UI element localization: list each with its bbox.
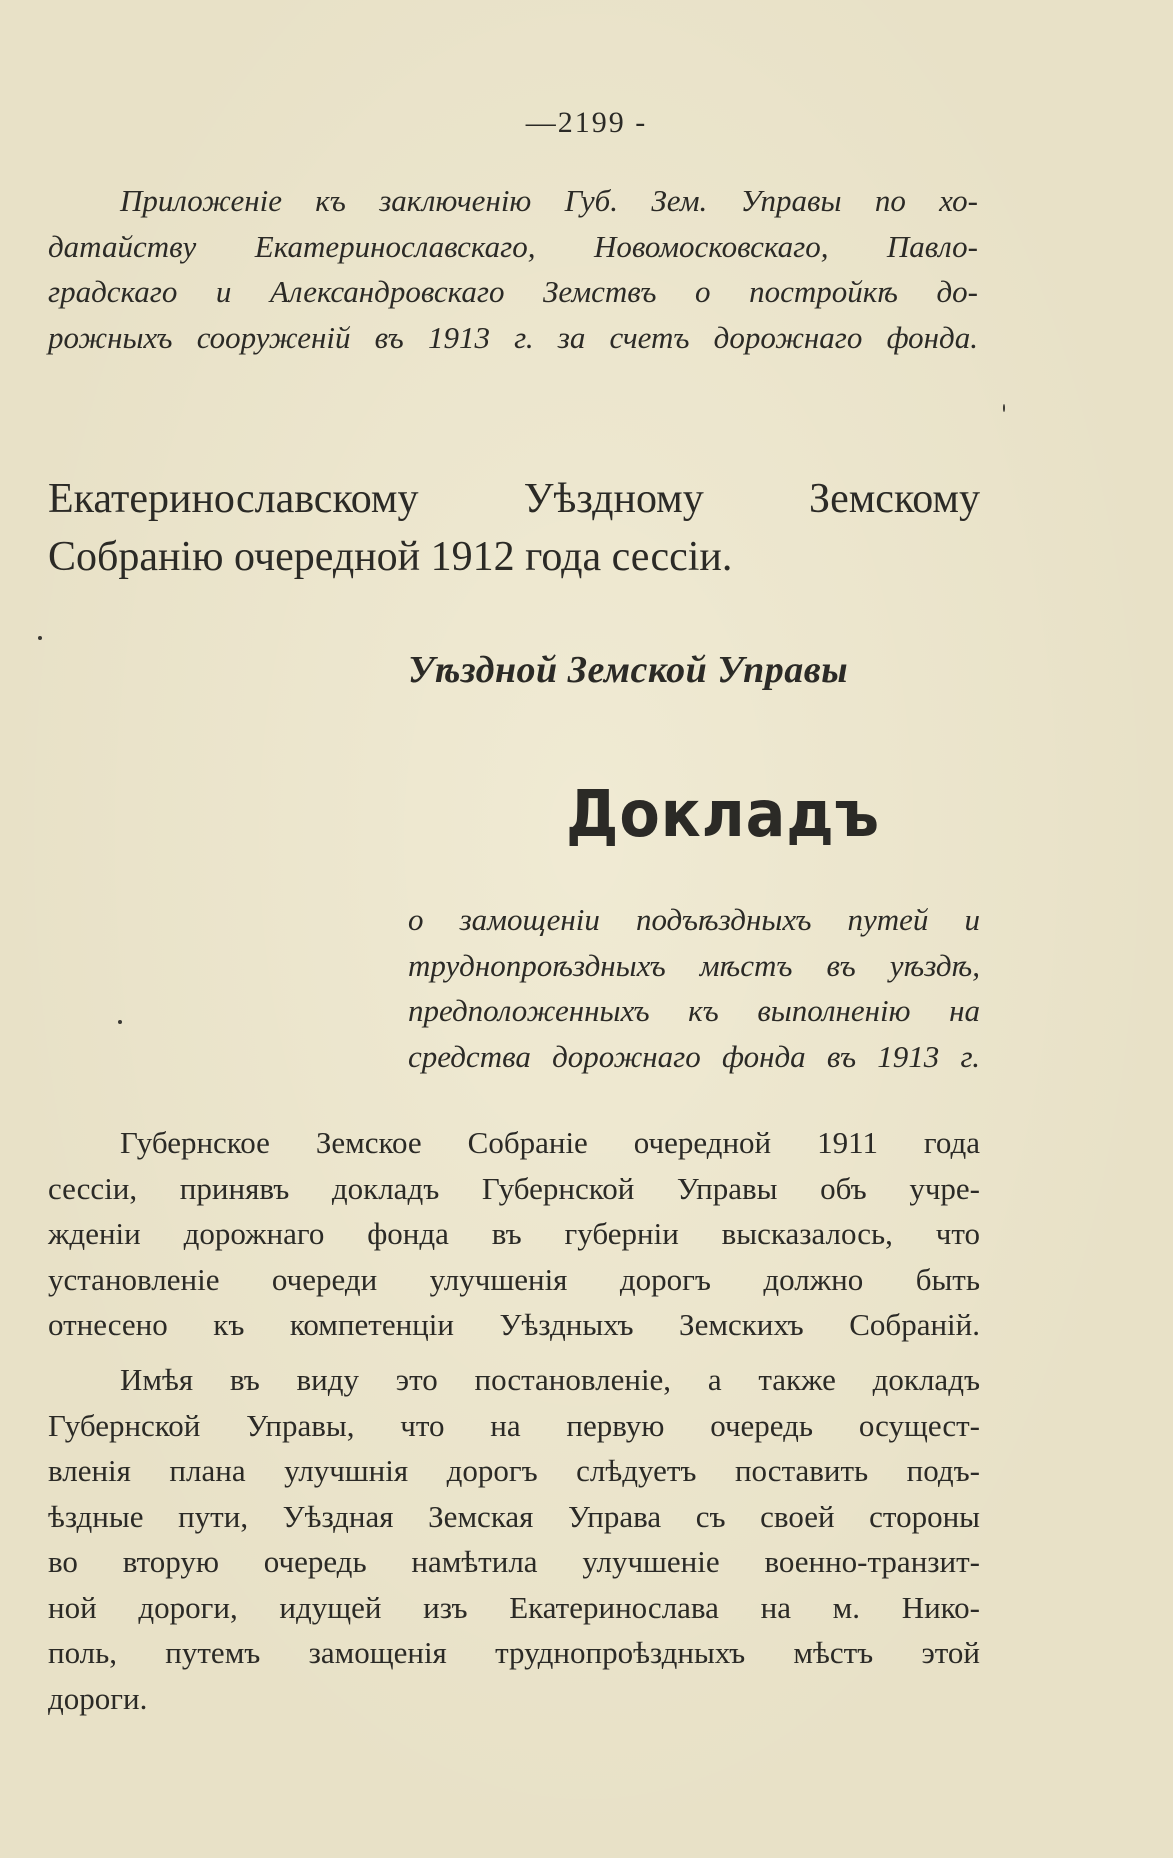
appendix-line: рожныхъ сооруженій въ 1913 г. за счетъ дорожнаго фонда. <box>48 319 978 355</box>
paragraph-line: жденіи дорожнаго фонда въ губерніи высказалось, что <box>48 1216 980 1251</box>
report-title: Докладъ <box>566 778 880 852</box>
subject-line: о замощеніи подъѣздныхъ путей и <box>408 902 980 937</box>
appendix-line: Приложеніе къ заключенію Губ. Зем. Управы по хо- <box>120 183 978 218</box>
appendix-line: датайству Екатеринославскаго, Новомосковскаго, Павло- <box>48 228 978 264</box>
paragraph-1 <box>48 1120 980 1348</box>
paragraph-line: вленія плана улучшнія дорогъ слѣдуетъ поставить подъ- <box>48 1453 980 1488</box>
subject-line: предположенныхъ къ выполненію на <box>408 993 980 1028</box>
paragraph-line: дороги. <box>48 1680 148 1716</box>
paragraph-line: Имѣя въ виду это постановленіе, а также докладъ <box>120 1362 980 1397</box>
address-line: Собранію очередной 1912 года сессіи. <box>48 534 733 580</box>
paragraph-line: во вторую очередь намѣтила улучшеніе военно-транзит- <box>48 1544 980 1579</box>
paragraph-line: отнесено къ компетенціи Уѣздныхъ Земскихъ Собраній. <box>48 1307 980 1342</box>
report-subject <box>408 897 980 1079</box>
paragraph-line: поль, путемъ замощенія труднопроѣздныхъ мѣстъ этой <box>48 1635 980 1670</box>
paragraph-2 <box>48 1357 980 1721</box>
subject-line: труднопроѣздныхъ мѣстъ въ уѣздѣ, <box>408 947 980 983</box>
ink-speck <box>1003 404 1005 412</box>
board-heading: Уѣздной Земской Управы <box>408 649 849 691</box>
address-heading <box>48 470 980 586</box>
address-line: Екатеринославскому Уѣздному Земскому <box>48 476 980 522</box>
ink-speck <box>118 1020 122 1024</box>
appendix-note <box>48 178 978 360</box>
paragraph-line: Губернской Управы, что на первую очередь осущест- <box>48 1407 980 1443</box>
paragraph-line: ѣздные пути, Уѣздная Земская Управа съ своей стороны <box>48 1498 980 1534</box>
appendix-line: градскаго и Александровскаго Земствъ о постройкѣ до- <box>48 274 978 309</box>
paragraph-line: установленіе очереди улучшенія дорогъ должно быть <box>48 1261 980 1297</box>
ink-speck <box>38 636 42 640</box>
paragraph-line: сессіи, принявъ докладъ Губернской Управы объ учре- <box>48 1170 980 1206</box>
page-number: —2199 - <box>525 106 648 139</box>
subject-line: средства дорожнаго фонда въ 1913 г. <box>408 1038 980 1074</box>
paragraph-line: ной дороги, идущей изъ Екатеринослава на м. Нико- <box>48 1589 980 1625</box>
paragraph-line: Губернское Земское Собраніе очередной 1911 года <box>120 1125 980 1160</box>
